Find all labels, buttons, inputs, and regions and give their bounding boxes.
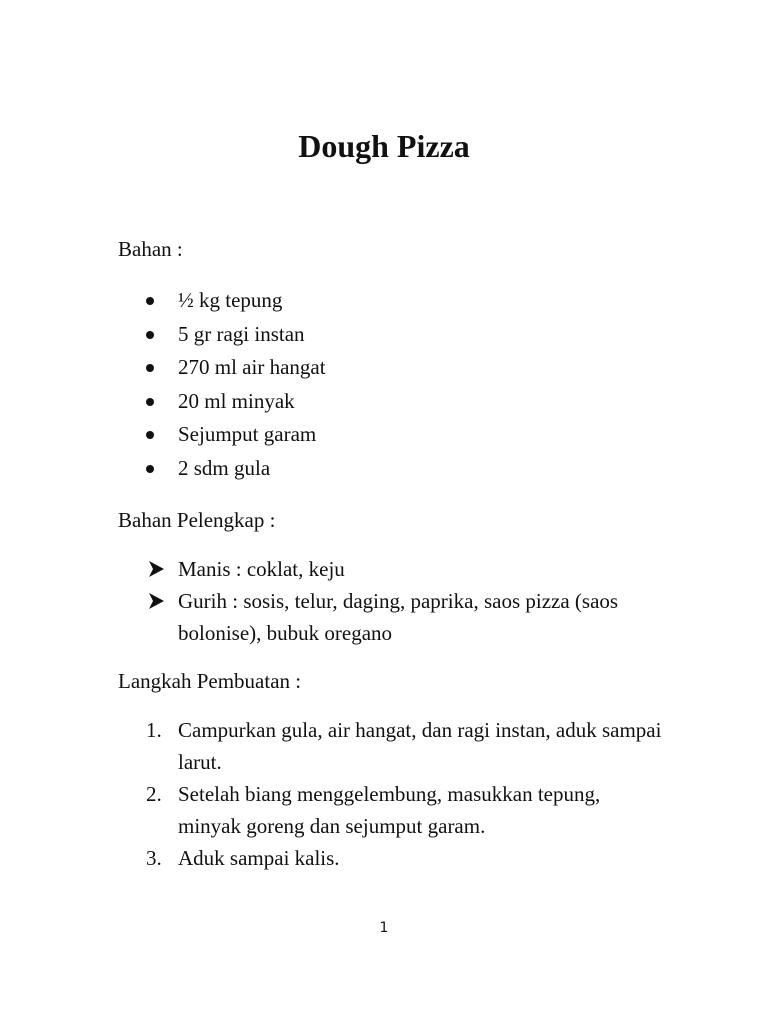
list-item [0, 284, 768, 318]
topping-text: Manis : coklat, keju [178, 557, 345, 581]
ingredient-text: Sejumput garam [178, 422, 317, 446]
step-number: 2. [146, 782, 162, 806]
ingredients-heading: Bahan : [118, 237, 183, 261]
bullet-icon [146, 297, 154, 305]
list-item [0, 585, 768, 649]
step-text: Campurkan gula, air hangat, dan ragi instan, aduk sampai larut. [178, 718, 662, 774]
step-text: Setelah biang menggelembung, masukkan tepung, minyak goreng dan sejumput garam. [178, 782, 601, 838]
step-number: 3. [146, 846, 162, 870]
step-text: Aduk sampai kalis. [178, 846, 340, 870]
list-item [0, 318, 768, 352]
bullet-icon [146, 398, 154, 406]
ingredient-text: 20 ml minyak [178, 388, 295, 413]
list-item [0, 418, 768, 452]
steps-heading: Langkah Pembuatan : [118, 669, 302, 693]
toppings-heading: Bahan Pelengkap : [118, 508, 276, 532]
ingredient-text: 270 ml air hangat [178, 355, 326, 379]
list-item [0, 553, 768, 585]
bullet-icon [146, 364, 154, 372]
bullet-icon [146, 465, 154, 473]
ingredient-text: ½ kg tepung [178, 288, 283, 312]
page-title: Dough Pizza [298, 128, 470, 164]
arrowhead-icon [147, 592, 165, 610]
ingredient-text: 5 gr ragi instan [178, 321, 305, 346]
ingredients-list [0, 284, 768, 485]
list-item [0, 778, 768, 842]
step-number: 1. [146, 718, 162, 742]
steps-list [0, 714, 768, 874]
bullet-icon [146, 331, 154, 339]
ingredient-text: 2 sdm gula [178, 455, 271, 480]
list-item [0, 452, 768, 486]
arrowhead-icon [147, 560, 165, 578]
toppings-list [0, 553, 768, 649]
topping-text: Gurih : sosis, telur, daging, paprika, saos pizza (saos bolonise), bubuk oregano [178, 589, 619, 645]
list-item [0, 842, 768, 874]
page-number: 1 [379, 920, 389, 936]
list-item [0, 351, 768, 385]
bullet-icon [146, 431, 154, 439]
list-item [0, 385, 768, 419]
list-item [0, 714, 768, 778]
